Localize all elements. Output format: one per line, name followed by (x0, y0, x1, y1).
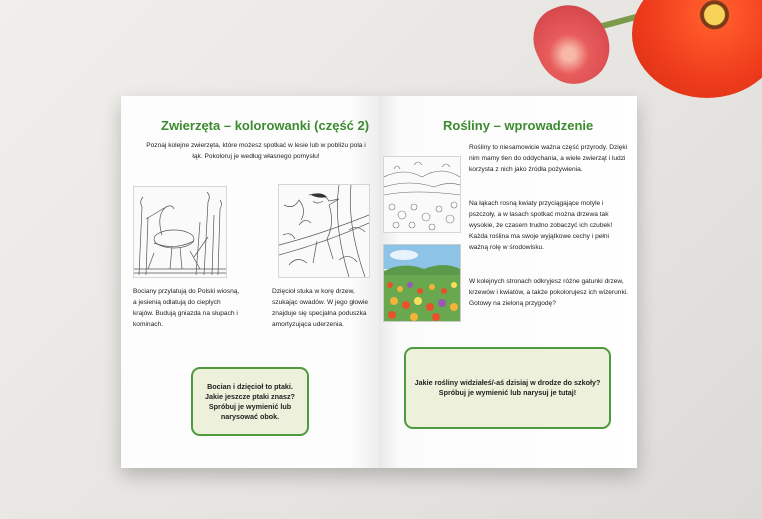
right-page-title: Rośliny – wprowadzenie (443, 118, 594, 133)
right-page (379, 96, 637, 468)
left-page (121, 96, 379, 468)
birds-question-box: Bocian i dzięcioł to ptaki. Jakie jeszcze ptaki znasz? Spróbuj je wymienić lub narysować obok. (191, 367, 309, 436)
plants-paragraph-1: Rośliny to niesamowicie ważna część przyrody. Dzięki nim mamy tlen do oddychania, a wiele zwierząt i ludzi korzysta z nich jako źródła pożywienia. (469, 144, 628, 173)
plants-question-box: Jakie rośliny widziałeś/-aś dzisiaj w drodze do szkoły? Spróbuj je wymienić lub narysuj je tutaj! (404, 347, 611, 429)
meadow-sketch-image (383, 156, 461, 233)
woodpecker-caption: Dzięcioł stuka w korę drzew, szukając owadów. W jego głowie znajduje się specjalna poduszka amortyzująca uderzenia. (272, 288, 369, 328)
stork-caption: Bociany przylatują do Polski wiosną, a jesienią odlatują do cieplych krajów. Budują gniazda na słupach i kominach. (133, 288, 240, 328)
stork-coloring-image (133, 186, 227, 278)
plants-paragraph-2: Na łąkach rosną kwiaty przyciągające motyle i pszczoły, a w lasach spotkać można drzewa tak wysokie, że czasem trudno zobaczyć ich czubek! Każda roślina ma swoje wyjątkowe cechy i pełni ważną rolę w środowisku. (469, 200, 613, 251)
open-book (121, 96, 637, 468)
woodpecker-coloring-image (278, 184, 370, 278)
plants-paragraph-3: W kolejnych stronach odkryjesz różne gatunki drzew, krzewów i kwiatów, a także pokolorujesz ich wizerunki. Gotowy na zieloną przygodę? (469, 278, 629, 307)
left-page-intro: Poznaj kolejne zwierzęta, które możesz spotkać w lesie lub w pobliżu pola i łąk. Pokoloruj je według własnego pomysłu! (146, 142, 366, 160)
meadow-color-image (383, 244, 461, 322)
left-page-title: Zwierzęta – kolorowanki (część 2) (161, 118, 370, 133)
